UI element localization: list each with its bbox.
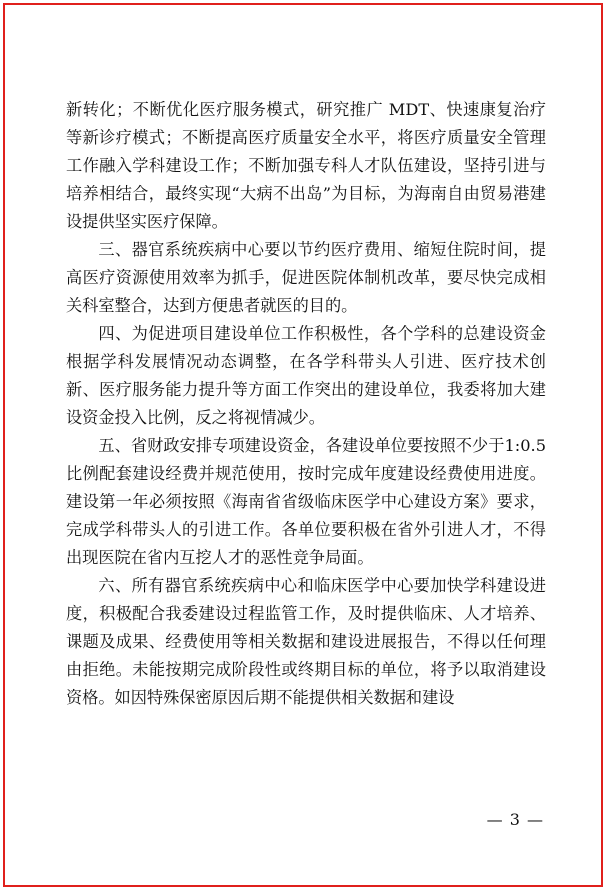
paragraph-item-6: 六、所有器官系统疾病中心和临床医学中心要加快学科建设进度，积极配合我委建设过程监管工作，及时提供临床、人才培养、课题及成果、经费使用等相关数据和建设进展报告，不得以任何理由拒绝。未能按期完成阶段性或终期目标的单位，将予以取消建设资格。如因特殊保密原因后期不能提供相关数据和建设 (66, 576, 546, 707)
page-number: — 3 — (486, 810, 544, 829)
paragraph-item-3: 三、器官系统疾病中心要以节约医疗费用、缩短住院时间，提高医疗资源使用效率为抓手，促进医院体制机改革，要尽快完成相关科室整合，达到方便患者就医的目的。 (66, 240, 546, 315)
paragraph-continuation: 新转化；不断优化医疗服务模式，研究推广 MDT、快速康复治疗等新诊疗模式；不断提高医疗质量安全水平，将医疗质量安全管理工作融入学科建设工作；不断加强专科人才队伍建设，坚持引进与培养相结合，最终实现“大病不出岛”为目标，为海南自由贸易港建设提供坚实医疗保障。 (66, 100, 546, 231)
document-body (66, 96, 546, 712)
paragraph-item-4: 四、为促进项目建设单位工作积极性，各个学科的总建设资金根据学科发展情况动态调整，在各学科带头人引进、医疗技术创新、医疗服务能力提升等方面工作突出的建设单位，我委将加大建设资金投入比例，反之将视情减少。 (66, 324, 546, 427)
paragraph-item-5: 五、省财政安排专项建设资金，各建设单位要按照不少于1:0.5 比例配套建设经费并规范使用，按时完成年度建设经费使用进度。建设第一年必须按照《海南省省级临床医学中心建设方案》要求，完成学科带头人的引进工作。各单位要积极在省外引进人才，不得出现医院在省内互挖人才的恶性竞争局面。 (66, 436, 546, 567)
